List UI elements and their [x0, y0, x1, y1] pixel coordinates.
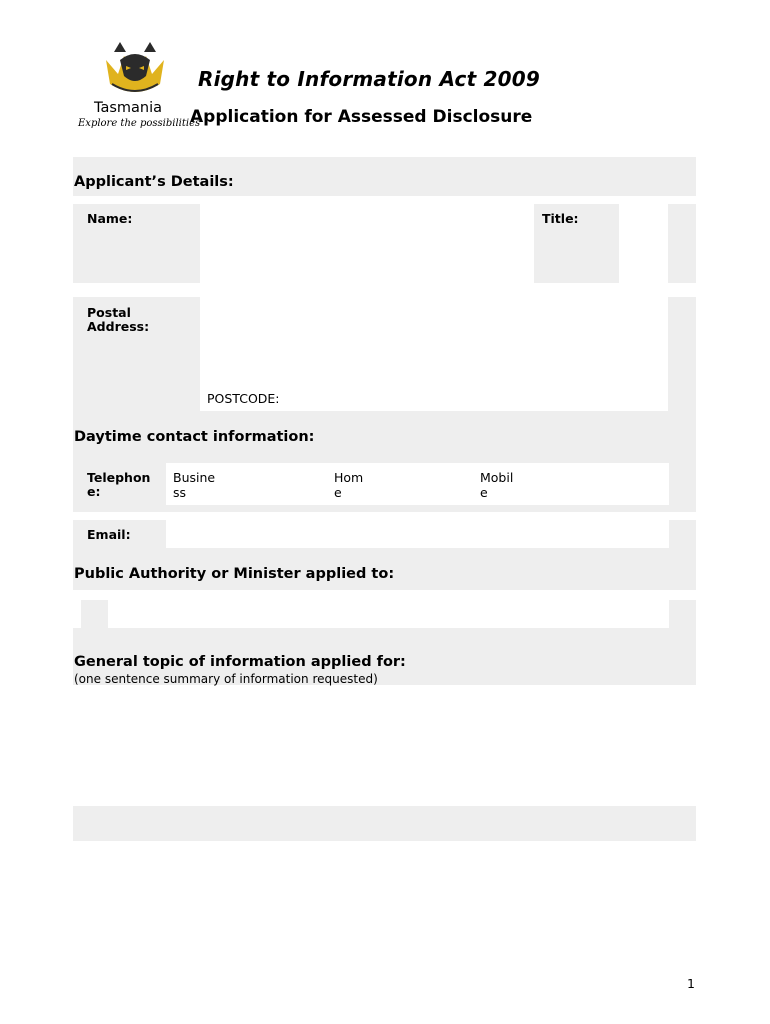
postal-address-label: [87, 306, 149, 334]
general-topic-note: (one sentence summary of information requested): [74, 672, 378, 686]
postal-label-line2: Address:: [87, 319, 150, 334]
row-separator: [73, 283, 696, 297]
page-number: 1: [687, 976, 695, 991]
public-authority-heading: Public Authority or Minister applied to:: [74, 566, 395, 582]
mobile-label-line1: Mobil: [480, 470, 514, 485]
email-field[interactable]: [166, 520, 669, 548]
mobile-label-line2: e: [480, 485, 488, 500]
logo-brand-text: Tasmania: [94, 100, 163, 116]
email-label: Email:: [87, 527, 131, 542]
general-topic-field[interactable]: [73, 686, 696, 806]
applicant-details-heading: Applicant’s Details:: [74, 174, 234, 190]
business-label-line2: ss: [173, 485, 187, 500]
row-separator: [73, 196, 696, 204]
public-authority-margin: [73, 600, 81, 628]
business-phone-label: [173, 470, 215, 500]
telephone-label-line2: e:: [87, 484, 101, 499]
name-field[interactable]: [200, 204, 534, 283]
row-separator: [73, 590, 696, 600]
title-field[interactable]: [619, 204, 668, 283]
document-subtitle: Application for Assessed Disclosure: [190, 107, 533, 127]
tasmanian-devil-icon: [100, 40, 170, 100]
mobile-phone-label: [480, 470, 513, 500]
bottom-shaded-bar: [73, 806, 696, 841]
business-label-line1: Busine: [173, 470, 216, 485]
home-label-line2: e: [334, 485, 342, 500]
telephone-label-line1: Telephon: [87, 470, 151, 485]
daytime-contact-heading: Daytime contact information:: [74, 429, 315, 445]
telephone-label: [87, 471, 150, 499]
name-label: Name:: [87, 211, 133, 226]
public-authority-field[interactable]: [108, 600, 669, 628]
general-topic-heading: General topic of information applied for:: [74, 654, 406, 670]
home-phone-label: [334, 470, 363, 500]
document-title: Right to Information Act 2009: [198, 67, 540, 91]
tasmania-logo: [76, 40, 201, 135]
row-separator: [73, 512, 696, 520]
title-label: Title:: [542, 211, 579, 226]
telephone-field[interactable]: [166, 463, 669, 505]
logo-tagline: Explore the possibilities: [78, 118, 201, 129]
postal-label-line1: Postal: [87, 305, 131, 320]
home-label-line1: Hom: [334, 470, 364, 485]
postcode-label: POSTCODE:: [207, 391, 280, 406]
